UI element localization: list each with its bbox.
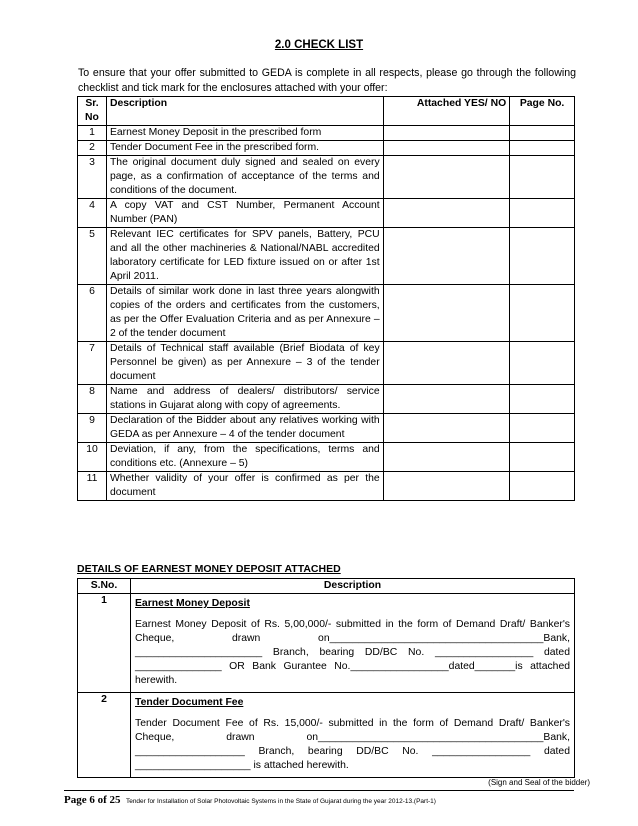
- row-page-cell[interactable]: [510, 414, 575, 443]
- emd-row-number: 1: [78, 594, 131, 693]
- emd-row-detail: [78, 616, 575, 693]
- row-description: Deviation, if any, from the specifications, terms and conditions etc. (Annexure – 5): [106, 443, 383, 472]
- row-attached-cell[interactable]: [383, 472, 510, 501]
- row-page-cell[interactable]: [510, 156, 575, 199]
- row-page-cell[interactable]: [510, 385, 575, 414]
- row-page-cell[interactable]: [510, 285, 575, 342]
- table-row: [78, 199, 575, 228]
- row-number: 5: [78, 228, 107, 285]
- row-number: 9: [78, 414, 107, 443]
- row-attached-cell[interactable]: [383, 126, 510, 141]
- emd-table: [77, 578, 575, 778]
- row-attached-cell[interactable]: [383, 285, 510, 342]
- header-page-no: Page No.: [510, 97, 575, 126]
- row-attached-cell[interactable]: [383, 342, 510, 385]
- row-attached-cell[interactable]: [383, 156, 510, 199]
- row-page-cell[interactable]: [510, 141, 575, 156]
- row-description: Whether validity of your offer is confirmed as per the document: [106, 472, 383, 501]
- emd-row-text: Earnest Money Deposit of Rs. 5,00,000/- submitted in the form of Demand Draft/ Banker's Cheque, drawn on_____________________________________Bank, ______________________ Branch, bearing DD/BC No. _________________ dated _______________ OR Bank Gurantee No._________________dated_______is attached herewith.: [131, 616, 575, 693]
- header-attached: Attached YES/ NO: [383, 97, 510, 126]
- page-footer: [64, 790, 574, 806]
- row-page-cell[interactable]: [510, 472, 575, 501]
- row-attached-cell[interactable]: [383, 443, 510, 472]
- header-emd-description: Description: [131, 579, 575, 594]
- header-description: Description: [106, 97, 383, 126]
- row-number: 4: [78, 199, 107, 228]
- row-number: 10: [78, 443, 107, 472]
- row-attached-cell[interactable]: [383, 141, 510, 156]
- row-description: Details of similar work done in last three years alongwith copies of the orders and certificates from the customers, as per the Offer Evaluation Criteria and as per Annexure – 2 of the tender document: [106, 285, 383, 342]
- row-number: 1: [78, 126, 107, 141]
- row-page-cell[interactable]: [510, 126, 575, 141]
- table-row: [78, 342, 575, 385]
- row-attached-cell[interactable]: [383, 199, 510, 228]
- row-description: The original document duly signed and sealed on every page, as a confirmation of acceptance of the terms and conditions of the document.: [106, 156, 383, 199]
- header-sr-no: Sr. No: [78, 97, 107, 126]
- row-description: Declaration of the Bidder about any relatives working with GEDA as per Annexure – 4 of the tender document: [106, 414, 383, 443]
- page-title: 2.0 CHECK LIST: [274, 39, 364, 51]
- row-attached-cell[interactable]: [383, 228, 510, 285]
- row-attached-cell[interactable]: [383, 414, 510, 443]
- footer-text: Tender for Installation of Solar Photovoltaic Systems in the State of Gujarat during the year 2012-13.(Part-1): [125, 798, 436, 805]
- row-description: Relevant IEC certificates for SPV panels, Battery, PCU and all the other machineries & National/NABL accredited laboratory certificate for LED fixture issued on or after 1st April 2011.: [106, 228, 383, 285]
- checklist-body: [78, 126, 575, 501]
- header-sno: S.No.: [78, 579, 131, 594]
- table-row: [78, 285, 575, 342]
- row-number: 7: [78, 342, 107, 385]
- table-row: [78, 156, 575, 199]
- checklist-header-row: [78, 97, 575, 126]
- checklist-table: [77, 96, 575, 501]
- table-row: [78, 385, 575, 414]
- signature-note: (Sign and Seal of the bidder): [488, 778, 590, 787]
- intro-paragraph: To ensure that your offer submitted to GEDA is complete in all respects, please go through the following checklist and tick mark for the enclosures attached with your offer:: [78, 67, 576, 94]
- emd-header-row: [78, 579, 575, 594]
- row-description: Earnest Money Deposit in the prescribed form: [106, 126, 383, 141]
- row-description: Details of Technical staff available (Brief Biodata of key Personnel be given) as per Annexure – 3 of the tender document: [106, 342, 383, 385]
- page-number-label: Page 6 of 25: [64, 794, 121, 806]
- emd-section-heading: DETAILS OF EARNEST MONEY DEPOSIT ATTACHED: [77, 563, 341, 575]
- row-page-cell[interactable]: [510, 443, 575, 472]
- row-page-cell[interactable]: [510, 199, 575, 228]
- table-row: [78, 443, 575, 472]
- emd-row: [78, 594, 575, 617]
- row-number: 2: [78, 141, 107, 156]
- table-row: [78, 228, 575, 285]
- row-description: A copy VAT and CST Number, Permanent Account Number (PAN): [106, 199, 383, 228]
- row-number: 6: [78, 285, 107, 342]
- table-row: [78, 126, 575, 141]
- table-row: [78, 472, 575, 501]
- table-row: [78, 141, 575, 156]
- emd-row-title: Tender Document Fee: [131, 693, 575, 716]
- row-number: 3: [78, 156, 107, 199]
- emd-row-number: 2: [78, 693, 131, 778]
- emd-row-detail: [78, 715, 575, 778]
- emd-row-text: Tender Document Fee of Rs. 15,000/- submitted in the form of Demand Draft/ Banker's Cheque, drawn on_______________________________________Bank, ___________________ Branch, bearing DD/BC No. _________________ dated ____________________ is attached herewith.: [131, 715, 575, 778]
- emd-row: [78, 693, 575, 716]
- row-description: Tender Document Fee in the prescribed form.: [106, 141, 383, 156]
- emd-body: [78, 594, 575, 778]
- row-number: 8: [78, 385, 107, 414]
- row-number: 11: [78, 472, 107, 501]
- row-attached-cell[interactable]: [383, 385, 510, 414]
- row-description: Name and address of dealers/ distributors/ service stations in Gujarat along with copy of agreements.: [106, 385, 383, 414]
- emd-row-title: Earnest Money Deposit: [131, 594, 575, 617]
- row-page-cell[interactable]: [510, 342, 575, 385]
- table-row: [78, 414, 575, 443]
- row-page-cell[interactable]: [510, 228, 575, 285]
